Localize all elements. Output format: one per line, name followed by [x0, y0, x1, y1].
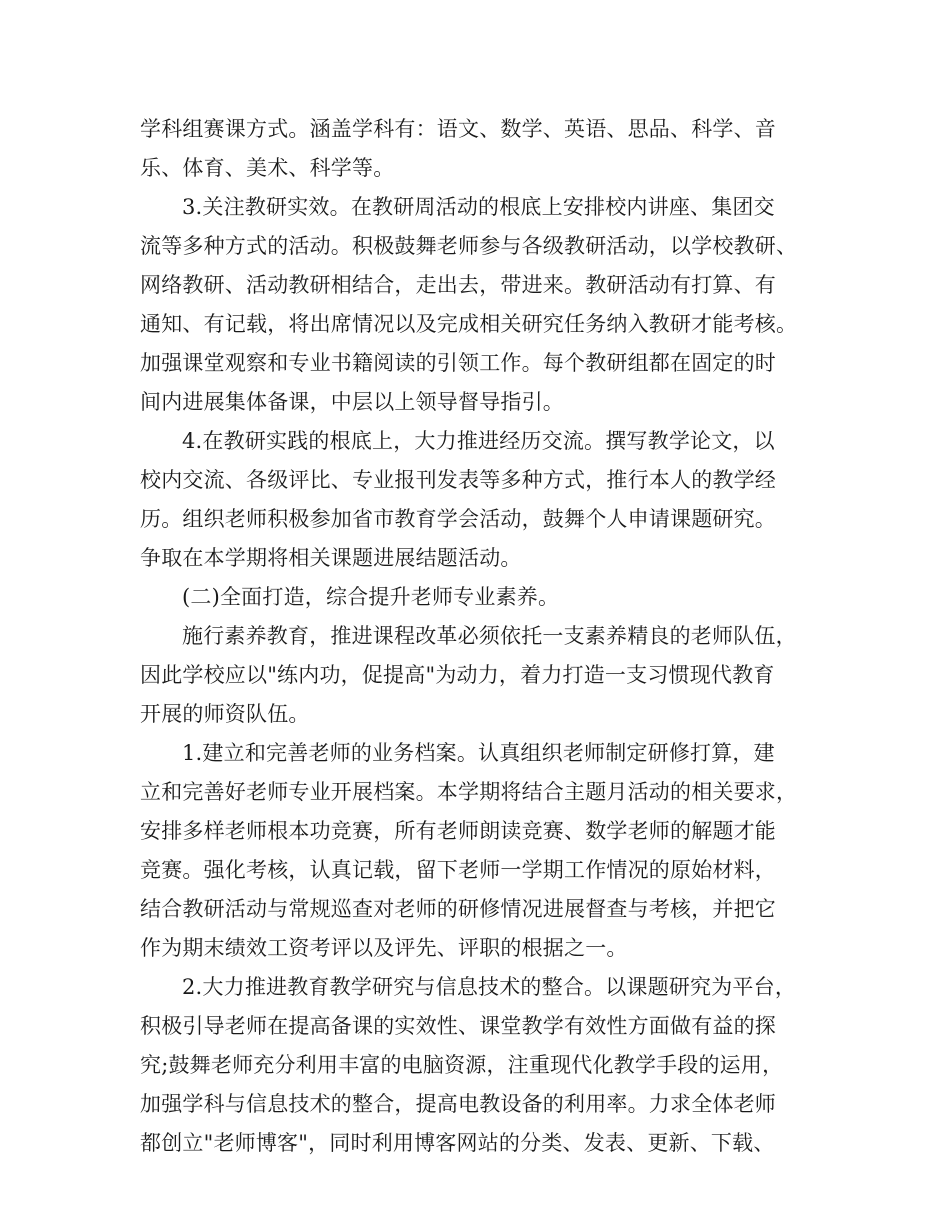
- text-line: 竞赛。强化考核，认真记载，留下老师一学期工作情况的原始材料，: [140, 858, 776, 882]
- text-line: 学科组赛课方式。涵盖学科有：语文、数学、英语、思品、科学、音: [140, 117, 776, 141]
- text-line: 校内交流、各级评比、专业报刊发表等多种方式，推行本人的教学经: [140, 468, 776, 492]
- text-line: 2.大力推进教育教学研究与信息技术的整合。以课题研究为平台，: [182, 975, 797, 999]
- text-line: 1.建立和完善老师的业务档案。认真组织老师制定研修打算，建: [182, 741, 775, 765]
- text-line: 结合教研活动与常规巡查对老师的研修情况进展督查与考核，并把它: [140, 897, 776, 921]
- text-line: 安排多样老师根本功竞赛，所有老师朗读竞赛、数学老师的解题才能: [140, 819, 776, 843]
- text-line: 4.在教研实践的根底上，大力推进经历交流。撰写教学论文，以: [182, 429, 775, 453]
- text-line: 因此学校应以"练内功，促提高"为动力，着力打造一支习惯现代教育: [140, 663, 775, 687]
- text-line: 积极引导老师在提高备课的实效性、课堂教学有效性方面做有益的探: [140, 1014, 776, 1038]
- text-line: 历。组织老师积极参加省市教育学会活动，鼓舞个人申请课题研究。: [140, 507, 776, 531]
- text-line: 流等多种方式的活动。积极鼓舞老师参与各级教研活动，以学校教研、: [140, 234, 798, 258]
- text-line: 立和完善好老师专业开展档案。本学期将结合主题月活动的相关要求，: [140, 780, 798, 804]
- text-line: 究;鼓舞老师充分利用丰富的电脑资源，注重现代化教学手段的运用，: [140, 1053, 784, 1077]
- text-line: 加强课堂观察和专业书籍阅读的引领工作。每个教研组都在固定的时: [140, 351, 776, 375]
- text-line: 间内进展集体备课，中层以上领导督导指引。: [140, 390, 564, 414]
- document-body: [140, 110, 810, 1163]
- text-line: 加强学科与信息技术的整合，提高电教设备的利用率。力求全体老师: [140, 1092, 776, 1116]
- text-line: 3.关注教研实效。在教研周活动的根底上安排校内讲座、集团交: [182, 195, 775, 219]
- text-line: 网络教研、活动教研相结合，走出去，带进来。教研活动有打算、有: [140, 273, 776, 297]
- text-line: 通知、有记载，将出席情况以及完成相关研究任务纳入教研才能考核。: [140, 312, 798, 336]
- text-line: (二)全面打造，综合提升老师专业素养。: [182, 585, 560, 609]
- text-line: 都创立"老师博客"，同时利用博客网站的分类、发表、更新、下载、: [140, 1131, 775, 1155]
- text-line: 争取在本学期将相关课题进展结题活动。: [140, 546, 522, 570]
- text-line: 施行素养教育，推进课程改革必须依托一支素养精良的老师队伍，: [182, 624, 797, 648]
- text-line: 作为期末绩效工资考评以及评先、评职的根据之一。: [140, 936, 628, 960]
- text-line: 开展的师资队伍。: [140, 702, 310, 726]
- text-line: 乐、体育、美术、科学等。: [140, 156, 395, 180]
